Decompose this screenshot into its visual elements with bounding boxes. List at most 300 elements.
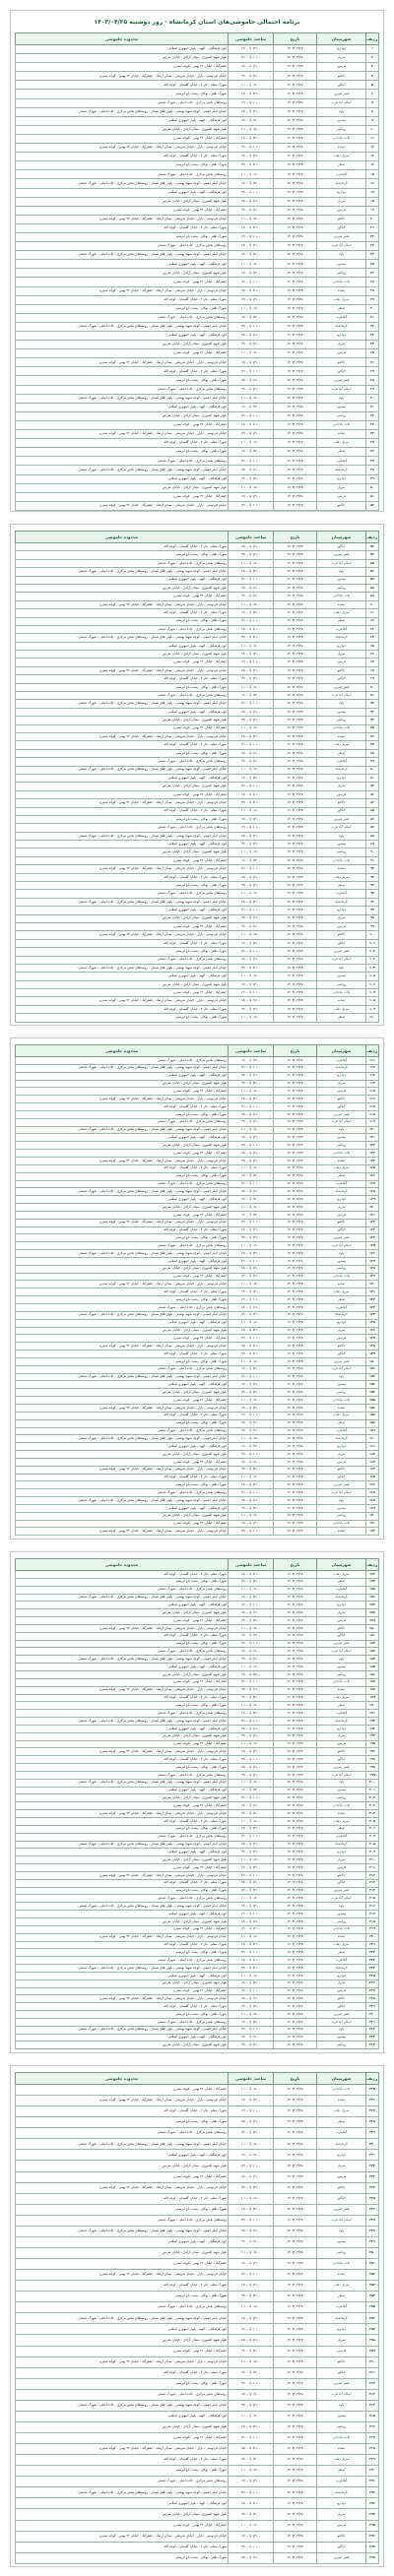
cell-num: ۸۱ [366,774,379,782]
cell-city: سرپل ذهاب [317,1571,366,1579]
cell-num: ۱۰۷ [366,989,379,997]
cell-time: ۱۰:۰۰ تا ۱۲:۰۰ [229,824,274,832]
cell-city: سرپل ذهاب [317,153,366,161]
cell-areas: شهرک معلم - فاز ۲ - خیابان گلستان - کوچه لاله [16,543,229,551]
cell-time: ۱۰:۰۰ تا ۱۲:۰۰ [229,1412,274,1419]
cell-areas: خیابان فردوسی - بازار - خیابان شریعتی - میدان ارشاد - جعفرآباد - خیابان ۲۲ بهمن - کوچه نسترن [16,2096,229,2106]
cell-areas: خیابان امام خمینی - کوچه شهید بهشتی - بلوار طاق بستان - روستاهای بخش مرکزی - جاده اصلی - شهرک صنعتی [16,1965,229,1973]
cell-num: ۳۴ [366,341,379,349]
header-date: تاریخ [274,1559,317,1571]
cell-num: ۲۳۸ [366,2117,379,2128]
document-page-1 [10,10,384,512]
cell-num: ۱۱۰ [366,1014,379,1022]
cell-areas: روستاهای بخش مرکزی - جاده اصلی - شهرک صنعتی [16,890,229,898]
cell-time: ۱۴:۰۰ تا ۱۶:۰۰ [229,1903,274,1911]
cell-time: ۰۸:۰۰ تا ۱۰:۰۰ [229,1319,274,1327]
cell-time: ۱۴:۰۰ تا ۱۶:۰۰ [229,1670,274,1678]
cell-time: ۰۸:۰۰ تا ۱۰:۰۰ [229,2085,274,2096]
cell-city: روانسر [317,269,366,278]
cell-time: ۱۲:۰۰ تا ۱۴:۰۰ [229,116,274,125]
cell-city: کرمانشاه [317,466,366,474]
cell-city: سنقر [317,1419,366,1427]
cell-date: ۱۴۰۳/۰۴/۲۵ [274,1903,317,1911]
table-row [16,125,379,134]
cell-areas: روستاهای بخش مرکزی - جاده اصلی - شهرک صنعتی [16,1710,229,1718]
cell-time: ۱۴:۰۰ تا ۱۶:۰۰ [229,1057,274,1065]
cell-time: ۱۶:۰۰ تا ۱۸:۰۰ [229,2498,274,2509]
table-row [16,223,379,232]
cell-num: ۷۵ [366,724,379,732]
cell-areas: روستاهای بخش مرکزی - جاده اصلی - شهرک صنعتی [16,956,229,964]
cell-time: ۱۴:۰۰ تا ۱۶:۰۰ [229,1172,274,1180]
cell-num: ۱۸۰ [366,1624,379,1632]
cell-city: بیستون [317,576,366,584]
cell-areas: شهرک معلم - فاز ۲ - خیابان گلستان - کوچه لاله [16,223,229,232]
cell-num: ۱۴۲ [366,1296,379,1304]
cell-city: روانسر [317,1670,366,1678]
cell-time: ۱۶:۰۰ تا ۱۸:۰۰ [229,107,274,116]
cell-areas: شهرک معلم - فاز ۲ - خیابان گلستان - کوچه لاله [16,1005,229,1013]
cell-city: سرپل ذهاب [317,1288,366,1296]
cell-date: ۱۴۰۳/۰۴/۲۵ [274,1686,317,1694]
cell-date: ۱۴۰۳/۰۴/۲۵ [274,1512,317,1520]
cell-time: ۱۰:۰۰ تا ۱۲:۰۰ [229,54,274,63]
cell-time: ۰۸:۰۰ تا ۱۰:۰۰ [229,973,274,980]
cell-areas: جعفرآباد - خیابان ۲۲ بهمن - کوچه نسترن [16,134,229,143]
cell-num: ۲۵۵ [366,2302,379,2313]
cell-num: ۱۸۱ [366,1632,379,1640]
cell-city: بیستون [317,1257,366,1265]
cell-areas: بلوار شهید کشوری - میدان آزادی - خیابان مدرس [16,1327,229,1335]
table-row [16,1381,379,1389]
cell-city: اسلام آباد غرب [317,956,366,964]
table-row [16,2003,379,2011]
cell-areas: خیابان فردوسی - بازار - خیابان شریعتی - میدان ارشاد - جعفرآباد - خیابان ۲۲ بهمن - کوچه نسترن [16,997,229,1005]
cell-date: ۱۴۰۳/۰۴/۲۵ [274,349,317,358]
table-row [16,2356,379,2367]
cell-time: ۰۸:۰۰ تا ۱۰:۰۰ [229,1164,274,1172]
cell-time: ۱۲:۰۰ تا ۱۴:۰۰ [229,206,274,215]
cell-areas: شهرک ظفر - نوکان - پشت باغ ابریشم [16,1640,229,1648]
cell-areas: خیابان فردوسی - بازار - خیابان شریعتی - میدان ارشاد - جعفرآباد - خیابان ۲۲ بهمن - کوچه نسترن [16,1624,229,1632]
cell-time: ۱۰:۰۰ تا ۱۲:۰۰ [229,2378,274,2389]
table-row [16,1311,379,1319]
cell-city: صحنه [317,430,366,439]
cell-areas: کوی فرهنگیان - الهیه - بلوار جمهوری اسلامی [16,260,229,269]
cell-date: ۱۴۰۳/۰۴/۲۵ [274,144,317,153]
cell-time: ۱۰:۰۰ تا ۱۲:۰۰ [229,1103,274,1111]
table-row [16,81,379,90]
cell-time: ۱۴:۰۰ تا ۱۶:۰۰ [229,134,274,143]
cell-time: ۱۶:۰۰ تا ۱۸:۰۰ [229,1381,274,1389]
cell-city: کرمانشاه [317,179,366,188]
header-areas: محدوده خاموشی [16,1045,229,1057]
cell-areas: جعفرآباد - خیابان ۲۲ بهمن - کوچه نسترن [16,1397,229,1405]
cell-areas: روستاهای بخش مرکزی - جاده اصلی - شهرک صنعتی [16,1895,229,1903]
cell-num: ۶۰ [366,600,379,608]
cell-date: ۱۴۰۳/۰۴/۲۵ [274,2477,317,2487]
cell-areas: روستاهای بخش مرکزی - جاده اصلی - شهرک صنعتی [16,98,229,107]
cell-time: ۱۰:۰۰ تا ۱۲:۰۰ [229,1335,274,1343]
cell-city: سرپل [317,54,366,63]
cell-time: ۱۶:۰۰ تا ۱۸:۰۰ [229,153,274,161]
document-title: برنامه احتمالی خاموشی‌های استان کرمانشاه - روز دوشنبه ۱۴۰۳/۰۴/۲۵ [94,19,300,26]
cell-city: صحنه [317,1404,366,1412]
cell-time: ۰۸:۰۰ تا ۱۰:۰۰ [229,125,274,134]
cell-areas: خیابان امام خمینی - کوچه شهید بهشتی - بلوار طاق بستان - روستاهای بخش مرکزی - جاده اصلی - شهرک صنعتی [16,1126,229,1134]
cell-num: ۱۲۶ [366,1172,379,1180]
cell-city: کنگاور [317,2193,366,2204]
table-row [16,1512,379,1520]
table-row [16,1756,379,1764]
cell-time: ۱۲:۰۰ تا ۱۴:۰۰ [229,634,274,642]
cell-city: اسلام آباد غرب [317,1365,366,1373]
cell-time: ۱۲:۰۰ تا ۱۴:۰۰ [229,1311,274,1319]
cell-areas: شهرک ظفر - نوکان - پشت باغ ابریشم [16,1296,229,1304]
cell-city: سرپل [317,197,366,206]
cell-num: ۲۷۱ [366,2477,379,2487]
table-row [16,543,379,551]
table-row [16,1941,379,1949]
cell-date: ۱۴۰۳/۰۴/۲۵ [274,2281,317,2292]
cell-date: ۱۴۰۳/۰۴/۲۵ [274,2346,317,2356]
table-row [16,1365,379,1373]
cell-num: ۲۳۰ [366,2011,379,2019]
cell-time: ۱۲:۰۰ تا ۱۴:۰۰ [229,1389,274,1397]
cell-num: ۱۸ [366,197,379,206]
cell-time: ۱۶:۰۰ تا ۱۸:۰۰ [229,1188,274,1196]
cell-num: ۱۳۶ [366,1250,379,1258]
table-row [16,2026,379,2034]
cell-date: ۱۴۰۳/۰۴/۲۵ [274,1694,317,1702]
cell-city: گیلانغرب [317,1304,366,1312]
table-row [16,914,379,922]
cell-city: بیستون [317,2034,366,2042]
cell-num: ۲۰ [366,215,379,223]
cell-city: پاوه [317,964,366,972]
cell-date: ۱۴۰۳/۰۴/۲۵ [274,1748,317,1756]
header-city: شهرستان [317,2073,366,2085]
cell-num: ۴۷ [366,457,379,466]
cell-city: کرمانشاه [317,1435,366,1443]
cell-date: ۱۴۰۳/۰۴/۲۵ [274,2411,317,2421]
table-row [16,1489,379,1497]
cell-date: ۱۴۰۳/۰۴/۲۵ [274,1895,317,1903]
cell-num: ۱۷۰ [366,1512,379,1520]
cell-date: ۱۴۰۳/۰۴/۲۵ [274,170,317,179]
cell-time: ۱۰:۰۰ تا ۱۲:۰۰ [229,989,274,997]
cell-date: ۱۴۰۳/۰۴/۲۵ [274,1779,317,1787]
cell-city: روانسر [317,848,366,856]
cell-city: اسلام آباد غرب [317,2215,366,2226]
table-row [16,90,379,98]
table-row [16,1188,379,1196]
cell-time: ۱۰:۰۰ تا ۱۲:۰۰ [229,1756,274,1764]
cell-city: قصر شیرین [317,948,366,956]
cell-num: ۱۶۷ [366,1489,379,1497]
cell-city: روانسر [317,584,366,592]
cell-num: ۲۴۱ [366,2150,379,2161]
cell-areas: کوی فرهنگیان - الهیه - بلوار جمهوری اسلامی [16,1319,229,1327]
table-row [16,1571,379,1579]
cell-city: جوانرود [317,188,366,197]
table-row [16,1871,379,1879]
table-row [16,882,379,890]
cell-city: اسلام آباد غرب [317,1489,366,1497]
cell-date: ۱۴۰۳/۰۴/۲۵ [274,766,317,774]
cell-num: ۲۵۱ [366,2259,379,2270]
cell-time: ۰۸:۰۰ تا ۱۰:۰۰ [229,394,274,403]
cell-date: ۱۴۰۳/۰۴/۲۵ [274,2444,317,2455]
cell-time: ۱۴:۰۰ تا ۱۶:۰۰ [229,1481,274,1489]
cell-time: ۱۰:۰۰ تا ۱۲:۰۰ [229,1833,274,1841]
cell-num: ۱۳۰ [366,1204,379,1212]
cell-date: ۱۴۰۳/۰۴/۲۵ [274,2226,317,2236]
cell-city: سرپل [317,2161,366,2171]
cell-city: اسلام آباد غرب [317,559,366,567]
cell-num: ۲۱۴ [366,1887,379,1895]
cell-areas: شهرک ظفر - نوکان - پشت باغ ابریشم [16,749,229,757]
cell-num: ۲۵۷ [366,2324,379,2335]
cell-num: ۱۳۷ [366,1257,379,1265]
cell-date: ۱۴۰۳/۰۴/۲۵ [274,1957,317,1965]
cell-areas: خیابان فردوسی - بازار - خیابان شریعتی - میدان ارشاد - جعفرآباد - خیابان ۲۲ بهمن - کوچه نسترن [16,358,229,367]
cell-time: ۱۶:۰۰ تا ۱۸:۰۰ [229,332,274,341]
header-city: شهرستان [317,33,366,45]
cell-city: گیلانغرب [317,1710,366,1718]
cell-date: ۱۴۰۳/۰۴/۲۵ [274,1648,317,1656]
table-row [16,349,379,358]
cell-areas: شهرک ظفر - نوکان - پشت باغ ابریشم [16,815,229,823]
cell-date: ۱۴۰۳/۰۴/۲۵ [274,1005,317,1013]
table-row [16,2389,379,2400]
cell-date: ۱۴۰۳/۰۴/۲۵ [274,758,317,766]
table-row [16,1257,379,1265]
cell-areas: شهرک معلم - فاز ۲ - خیابان گلستان - کوچه لاله [16,1351,229,1358]
header-city: شهرستان [317,532,366,543]
cell-areas: خیابان فردوسی - بازار - خیابان شریعتی - میدان ارشاد - جعفرآباد - خیابان ۲۲ بهمن - کوچه نسترن [16,286,229,295]
cell-city: قصر شیرین [317,1481,366,1489]
cell-num: ۱۷۶ [366,1594,379,1602]
table-row [16,2411,379,2421]
cell-areas: بلوار شهید کشوری - میدان آزادی - خیابان مدرس [16,584,229,592]
cell-areas: شهرک ظفر - نوکان - پشت باغ ابریشم [16,2292,229,2302]
cell-time: ۱۲:۰۰ تا ۱۴:۰۰ [229,430,274,439]
cell-num: ۳۶ [366,358,379,367]
cell-areas: روستاهای بخش مرکزی - جاده اصلی - شهرک صنعتی [16,170,229,179]
table-row [16,457,379,466]
table-row [16,824,379,832]
cell-num: ۱۶ [366,179,379,188]
cell-areas: کوی فرهنگیان - الهیه - بلوار جمهوری اسلامی [16,1972,229,1979]
cell-city: جوانرود [317,45,366,54]
cell-city: قصر شیرین [317,1357,366,1365]
cell-areas: بلوار شهید کشوری - میدان آزادی - خیابان مدرس [16,2421,229,2432]
table-row [16,666,379,674]
cell-areas: شهرک ظفر - نوکان - پشت باغ ابریشم [16,1172,229,1180]
cell-areas: خیابان فردوسی - بازار - خیابان شریعتی - میدان ارشاد - جعفرآباد - خیابان ۲۲ بهمن - کوچه نسترن [16,2531,229,2542]
cell-time: ۱۶:۰۰ تا ۱۸:۰۰ [229,2034,274,2042]
cell-city: ثلاث باباجانی [317,1802,366,1810]
cell-num: ۲۳۱ [366,2018,379,2026]
cell-time: ۱۲:۰۰ تا ۱۴:۰۰ [229,717,274,724]
cell-date: ۱۴۰۳/۰۴/۲۵ [274,1080,317,1088]
cell-city: هرسین [317,63,366,72]
table-row [16,1779,379,1787]
cell-areas: بلوار شهید کشوری - میدان آزادی - خیابان مدرس [16,651,229,659]
cell-areas: خیابان امام خمینی - کوچه شهید بهشتی - بلوار طاق بستان - روستاهای بخش مرکزی - جاده اصلی - شهرک صنعتی [16,832,229,840]
cell-time: ۱۲:۰۰ تا ۱۴:۰۰ [229,2042,274,2049]
cell-areas: بلوار شهید کشوری - میدان آزادی - خیابان مدرس [16,1979,229,1987]
cell-date: ۱۴۰۳/۰۴/۲۵ [274,1126,317,1134]
cell-areas: شهرک ظفر - نوکان - پشت باغ ابریشم [16,1578,229,1586]
cell-num: ۱۹۲ [366,1718,379,1726]
cell-date: ۱۴۰۳/۰۴/۲۵ [274,931,317,939]
cell-date: ۱۴۰۳/۰۴/۲۵ [274,848,317,856]
cell-time: ۱۲:۰۰ تا ۱۴:۰۰ [229,1234,274,1242]
cell-areas: بلوار شهید کشوری - میدان آزادی - خیابان مدرس [16,914,229,922]
table-row [16,1005,379,1013]
cell-areas: جعفرآباد - خیابان ۲۲ بهمن - کوچه نسترن [16,1335,229,1343]
cell-num: ۸۴ [366,799,379,807]
cell-areas: شهرک معلم - فاز ۲ - خیابان گلستان - کوچه لاله [16,1756,229,1764]
cell-time: ۱۴:۰۰ تا ۱۶:۰۰ [229,2477,274,2487]
table-row [16,766,379,774]
cell-city: کنگاور [317,1756,366,1764]
cell-num: ۹۰ [366,848,379,856]
cell-areas: خیابان فردوسی - بازار - خیابان شریعتی - میدان ارشاد - جعفرآباد - خیابان ۲۲ بهمن - کوچه نسترن [16,2444,229,2455]
cell-areas: کوی فرهنگیان - الهیه - بلوار جمهوری اسلامی [16,45,229,54]
cell-areas: شهرک معلم - فاز ۲ - خیابان گلستان - کوچه لاله [16,2455,229,2466]
cell-num: ۲۴۳ [366,2171,379,2182]
cell-time: ۱۰:۰۰ تا ۱۲:۰۰ [229,2433,274,2444]
cell-time: ۰۸:۰۰ تا ۱۰:۰۰ [229,1818,274,1826]
cell-city: کنگاور [317,807,366,815]
cell-areas: کوی فرهنگیان - الهیه - بلوار جمهوری اسلامی [16,973,229,980]
cell-city: قصر شیرین [317,376,366,385]
cell-date: ۱۴۰۳/۰۴/۲۵ [274,1281,317,1288]
table-row [16,799,379,807]
table-row [16,188,379,197]
cell-date: ۱۴۰۳/۰۴/۲۵ [274,153,317,161]
cell-time: ۱۲:۰۰ تا ۱۴:۰۰ [229,593,274,600]
cell-time: ۱۶:۰۰ تا ۱۸:۰۰ [229,666,274,674]
cell-city: کنگاور [317,1351,366,1358]
cell-time: ۱۶:۰۰ تا ۱۸:۰۰ [229,2171,274,2182]
cell-date: ۱۴۰۳/۰۴/۲۵ [274,134,317,143]
cell-time: ۱۲:۰۰ تا ۱۴:۰۰ [229,1771,274,1779]
cell-areas: خیابان فردوسی - بازار - خیابان شریعتی - میدان ارشاد - جعفرآباد - خیابان ۲۲ بهمن - کوچه نسترن [16,72,229,81]
cell-date: ۱۴۰۳/۰۴/۲۵ [274,1096,317,1103]
cell-num: ۸۳ [366,790,379,798]
table-row [16,2281,379,2292]
cell-num: ۲۱۸ [366,1917,379,1925]
cell-num: ۱۹۵ [366,1740,379,1748]
cell-areas: شهرک ظفر - نوکان - پشت باغ ابریشم [16,882,229,890]
cell-city: ثلاث باباجانی [317,856,366,864]
cell-time: ۱۰:۰۰ تا ۱۲:۰۰ [229,367,274,376]
cell-date: ۱۴۰۳/۰۴/۲۵ [274,1678,317,1686]
cell-areas: روستاهای بخش مرکزی - جاده اصلی - شهرک صنعتی [16,2018,229,2026]
cell-time: ۱۶:۰۰ تا ۱۸:۰۰ [229,873,274,881]
cell-date: ۱۴۰۳/۰۴/۲۵ [274,1771,317,1779]
cell-areas: شهرک معلم - فاز ۲ - خیابان گلستان - کوچه لاله [16,295,229,304]
cell-city: بیستون [317,1911,366,1918]
cell-time: ۱۴:۰۰ تا ۱۶:۰۰ [229,448,274,457]
cell-city: روانسر [317,2421,366,2432]
cell-date: ۱۴۰۳/۰۴/۲۵ [274,188,317,197]
cell-date: ۱۴۰۳/۰۴/۲۵ [274,1818,317,1826]
cell-city: کنگاور [317,939,366,947]
cell-time: ۱۰:۰۰ تا ۱۲:۰۰ [229,1678,274,1686]
cell-areas: بلوار شهید کشوری - میدان آزادی - خیابان مدرس [16,1142,229,1150]
cell-time: ۱۲:۰۰ تا ۱۴:۰۰ [229,385,274,394]
cell-time: ۰۸:۰۰ تا ۱۰:۰۰ [229,2011,274,2019]
cell-city: پاوه [317,1779,366,1787]
table-row [16,964,379,972]
cell-num: ۹۴ [366,882,379,890]
cell-city: سنقر [317,161,366,170]
cell-time: ۱۰:۰۰ تا ۱۲:۰۰ [229,322,274,331]
cell-date: ۱۴۰۳/۰۴/۲۵ [274,634,317,642]
table-row [16,394,379,403]
table-row [16,1265,379,1273]
table-row [16,2259,379,2270]
cell-city: ثلاث باباجانی [317,2259,366,2270]
cell-num: ۱۰۲ [366,948,379,956]
cell-date: ۱۴۰۳/۰۴/۲۵ [274,2509,317,2520]
cell-areas: جعفرآباد - خیابان ۲۲ بهمن - کوچه نسترن [16,420,229,429]
cell-areas: بلوار شهید کشوری - میدان آزادی - خیابان مدرس [16,980,229,988]
cell-num: ۲۳ [366,242,379,251]
table-row [16,856,379,864]
cell-num: ۷۷ [366,741,379,749]
table-row [16,980,379,988]
cell-num: ۲۲۱ [366,1941,379,1949]
cell-city: سنقر [317,448,366,457]
cell-city: کرمانشاه [317,1841,366,1849]
cell-date: ۱۴۰۳/۰۴/۲۵ [274,2292,317,2302]
table-row [16,1196,379,1204]
cell-city: قصر شیرین [317,683,366,691]
cell-time: ۱۲:۰۰ تا ۱۴:۰۰ [229,1810,274,1818]
cell-date: ۱۴۰۳/۰۴/۲۵ [274,1670,317,1678]
cell-areas: خیابان امام خمینی - کوچه شهید بهشتی - بلوار طاق بستان - روستاهای بخش مرکزی - جاده اصلی - شهرک صنعتی [16,1250,229,1258]
cell-time: ۱۴:۰۰ تا ۱۶:۰۰ [229,1443,274,1451]
cell-city: روانسر [317,411,366,420]
cell-city: هرسین [317,1458,366,1466]
cell-date: ۱۴۰۳/۰۴/۲۵ [274,1118,317,1126]
cell-city: کرمانشاه [317,322,366,331]
header-time: ساعت خاموشی [229,1045,274,1057]
cell-city: جوانرود [317,907,366,914]
cell-city: کرمانشاه [317,2487,366,2498]
cell-num: ۱۲۱ [366,1134,379,1142]
cell-areas: بلوار شهید کشوری - میدان آزادی - خیابان مدرس [16,483,229,492]
cell-num: ۱۶۴ [366,1466,379,1474]
cell-num: ۵۸ [366,584,379,592]
cell-areas: شهرک معلم - فاز ۲ - خیابان گلستان - کوچه لاله [16,1412,229,1419]
cell-time: ۱۲:۰۰ تا ۱۴:۰۰ [229,1273,274,1281]
cell-areas: شهرک ظفر - نوکان - پشت باغ ابریشم [16,1825,229,1833]
cell-areas: بلوار شهید کشوری - میدان آزادی - خیابان مدرس [16,269,229,278]
cell-time: ۱۲:۰۰ تا ۱۴:۰۰ [229,1351,274,1358]
cell-city: دالاهو [317,1219,366,1226]
cell-num: ۴ [366,72,379,81]
cell-city: سرپل [317,1979,366,1987]
cell-num: ۳۷ [366,367,379,376]
cell-city: سنقر [317,1578,366,1586]
